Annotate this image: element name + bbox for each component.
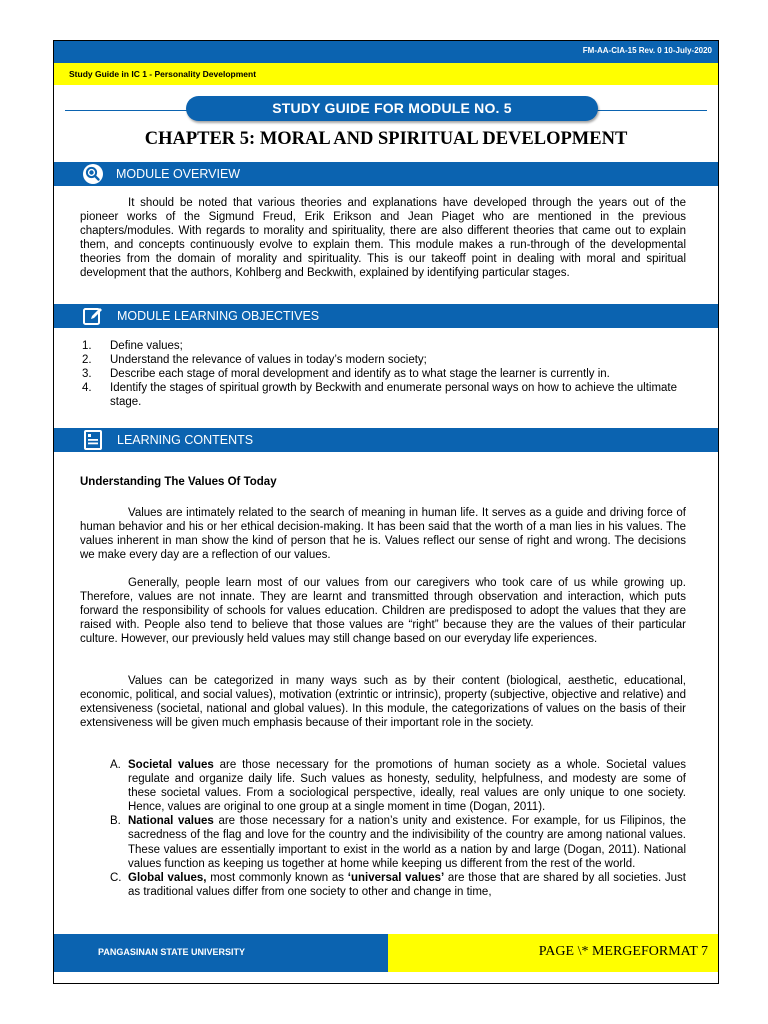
overview-paragraph: It should be noted that various theories and explanations have developed through the years out of the pioneer works of the Sigmund Freud, Erik Erikson and Jean Piaget who are mentioned in the previous chapters/modules. With regards to morality and spirituality, there are also different theories that came out to explain them, and concepts continuously evolve to explain them. This module makes a run-through of the developmental theories from the domain of morality and spirituality. This is our takeoff point in dealing with moral and spiritual development that the authors, Kohlberg and Beckwith, explained by identifying particular stages.	[80, 197, 686, 280]
study-guide-title: STUDY GUIDE FOR MODULE NO. 5	[272, 100, 512, 116]
list-item: B. National values are those necessary for a nation’s unity and existence. For example, for us Filipinos, the sacredness of the flag and love for the country and the indivisibility of the country are among national values. These values are essentially important to exist in the world as a nation by and large (Dogan, 2011). National values function as keeping us together at home while keeping us different from the rest of the world.	[110, 815, 686, 870]
document-page	[53, 40, 719, 984]
page-number: PAGE \* MERGEFORMAT 7	[538, 944, 708, 959]
magnifier-icon	[82, 163, 104, 185]
content-paragraph-3: Values can be categorized in many ways such as by their content (biological, aesthetic, educational, economic, political, and social values), motivation (extrintic or intrinsic), property (subjective, objective and relative) and extensiveness (societal, national and global values). In this module, the categorizations of values on the basis of their extensiveness will be given much emphasis because of their important role in the society.	[80, 675, 686, 730]
list-item: 1. Define values;	[82, 340, 183, 352]
footer-university-block	[54, 934, 388, 972]
footer-page-block	[388, 934, 718, 972]
header-yellow-bar	[54, 63, 718, 85]
content-paragraph-1: Values are intimately related to the search of meaning in human life. It serves as a guide and driving force of human behavior and his or her ethical decision-making. It has been said that the worth of a man lies in his values. The values inherent in man show the kind of person that he is. Values reflect our sense of right and wrong. The decisions we make every day are a reflection of our values.	[80, 507, 686, 562]
section-label-objectives: MODULE LEARNING OBJECTIVES	[117, 309, 320, 323]
university-name: PANGASINAN STATE UNIVERSITY	[98, 947, 246, 957]
value-types-list	[104, 758, 686, 899]
content-subheading: Understanding The Values Of Today	[80, 476, 277, 488]
content-paragraph-2: Generally, people learn most of our values from our caregivers who took care of us while growing up. Therefore, values are not innate. They are learnt and transmitted through observation and interaction, which puts forward the responsibility of schools for values education. Children are predisposed to adopt the values that they are raised with. People also tend to believe that those values are “right” because they are the values of their particular culture. However, our previously held values may still change based on our everyday life experiences.	[80, 577, 686, 646]
list-item: 4. Identify the stages of spiritual growth by Beckwith and enumerate personal ways on how to achieve the ultimate stage.	[82, 382, 678, 409]
list-item: C. Global values, most commonly known as ‘universal values’ are those that are shared by all societies. Just as traditional values differ from one society to other and change in time,	[110, 871, 686, 898]
section-label-contents: LEARNING CONTENTS	[117, 433, 254, 447]
list-item: A. Societal values are those necessary for the promotions of human society as a whole. Societal values regulate and organize daily life. Such values as honesty, sedulity, helpfulness, and modesty are some of these societal values. From a sociological perspective, ideally, real values are only unique to one society. Hence, values are original to one group at a single moment in time (Dogan, 2011).	[110, 759, 686, 814]
document-code: FM-AA-CIA-15 Rev. 0 10-July-2020	[582, 46, 712, 55]
study-guide-banner	[186, 96, 598, 121]
section-header-overview	[54, 162, 718, 186]
section-header-contents	[54, 428, 718, 452]
objectives-list	[82, 339, 688, 409]
study-guide-subject: Study Guide in IC 1 - Personality Development	[69, 69, 257, 79]
list-item: 3. Describe each stage of moral development and identify as to what stage the learner is currently in.	[82, 368, 610, 381]
section-label-overview: MODULE OVERVIEW	[116, 167, 241, 181]
document-icon	[82, 429, 104, 451]
pencil-edit-icon	[82, 305, 104, 327]
chapter-title: CHAPTER 5: MORAL AND SPIRITUAL DEVELOPMENT	[144, 129, 628, 149]
section-header-objectives	[54, 304, 718, 328]
header-top-bar	[54, 41, 718, 63]
list-item: 2. Understand the relevance of values in today’s modern society;	[82, 354, 427, 367]
